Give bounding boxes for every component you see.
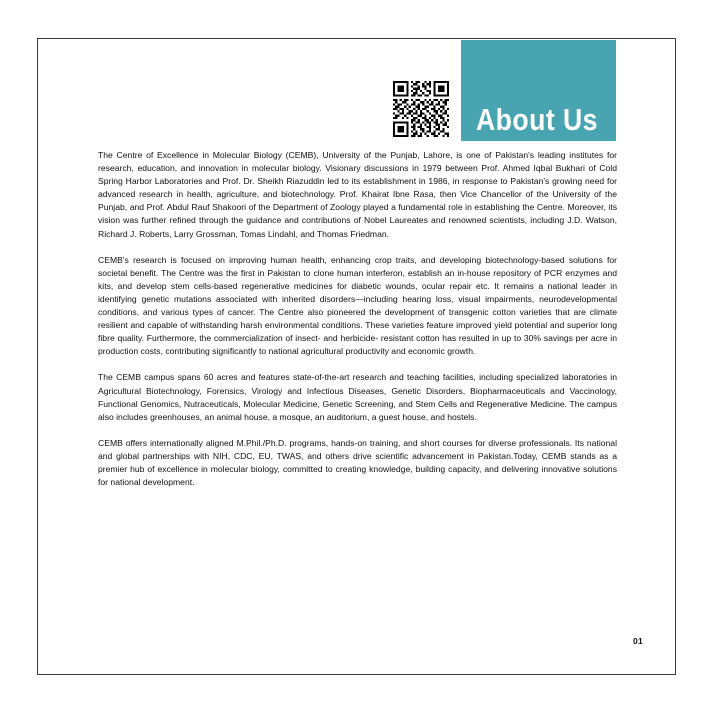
qr-code-icon[interactable] [393,81,449,137]
body-content [98,149,617,489]
page-number: 01 [632,636,643,646]
paragraph-1: The Centre of Excellence in Molecular Biology (CEMB), University of the Punjab, Lahore, is one of Pakistan's leading institutes for research, education, and innovation in molecular biology. Visionary discussions in 1979 between Prof. Ahmed Iqbal Bukhari of Cold Spring Harbor Laboratories and Prof. Dr. Sheikh Riazuddin led to its establishment in 1986, in response to Pakistan's growing need for advanced research in health, agriculture, and biotechnology. Prof. Khairat Ibne Rasa, then Vice Chancellor of the University of the Punjab, and Prof. Abdul Rauf Shakoori of the Department of Zoology played a fundamental role in establishing the Centre. Moreover, its vision was further refined through the guidance and contributions of Nobel Laureates and renowned scientists, including J.D. Watson, Richard J. Roberts, Larry Grossman, Tomas Lindahl, and Thomas Friedman. [98,150,617,239]
about-us-header-band [461,40,616,141]
paragraph-3: The CEMB campus spans 60 acres and features state-of-the-art research and teaching facilities, including specialized laboratories in Agricultural Biotechnology, Forensics, Virology and Infectious Diseases, Genetic Disorders, Biopharmaceuticals and Vaccinology, Functional Genomics, Nutraceuticals, Molecular Medicine, Genetic Screening, and Stem Cells and Regenerative Medicine. The campus also includes greenhouses, an animal house, a mosque, an auditorium, a guest house, and hostels. [98,372,617,422]
page-title: About Us [476,102,598,137]
document-page [37,38,676,675]
paragraph-4: CEMB offers internationally aligned M.Phil./Ph.D. programs, hands-on training, and short courses for diverse professionals. Its national and global partnerships with NIH, CDC, EU, TWAS, and others drive scientific advancement in Pakistan.Today, CEMB stands as a premier hub of excellence in molecular biology, committed to creating knowledge, building capacity, and delivering innovative solutions for national development. [98,437,617,488]
paragraph-2: CEMB's research is focused on improving human health, enhancing crop traits, and developing biotechnology-based solutions for societal benefit. The Centre was the first in Pakistan to clone human interferon, establish an in-house repository of PCR enzymes and kits, and develop stem cells-based regenerative medicines for diabetic wounds, ocular repair etc. It remains a national leader in identifying genetic mutations associated with inherited disorders—including hearing loss, visual impairments, neurodevelopmental conditions, and various types of cancer. The Centre also pioneered the development of transgenic cotton varieties that are climate resilient and capable of withstanding harsh environmental conditions. These varieties feature improved yield potential and superior long fibre quality. Furthermore, the commercialization of insect- and herbicide- resistant cotton has resulted in up to 30% savings per acre in production costs, contributing significantly to national agricultural productivity and economic growth. [98,254,617,357]
qr-code-svg [393,81,449,137]
